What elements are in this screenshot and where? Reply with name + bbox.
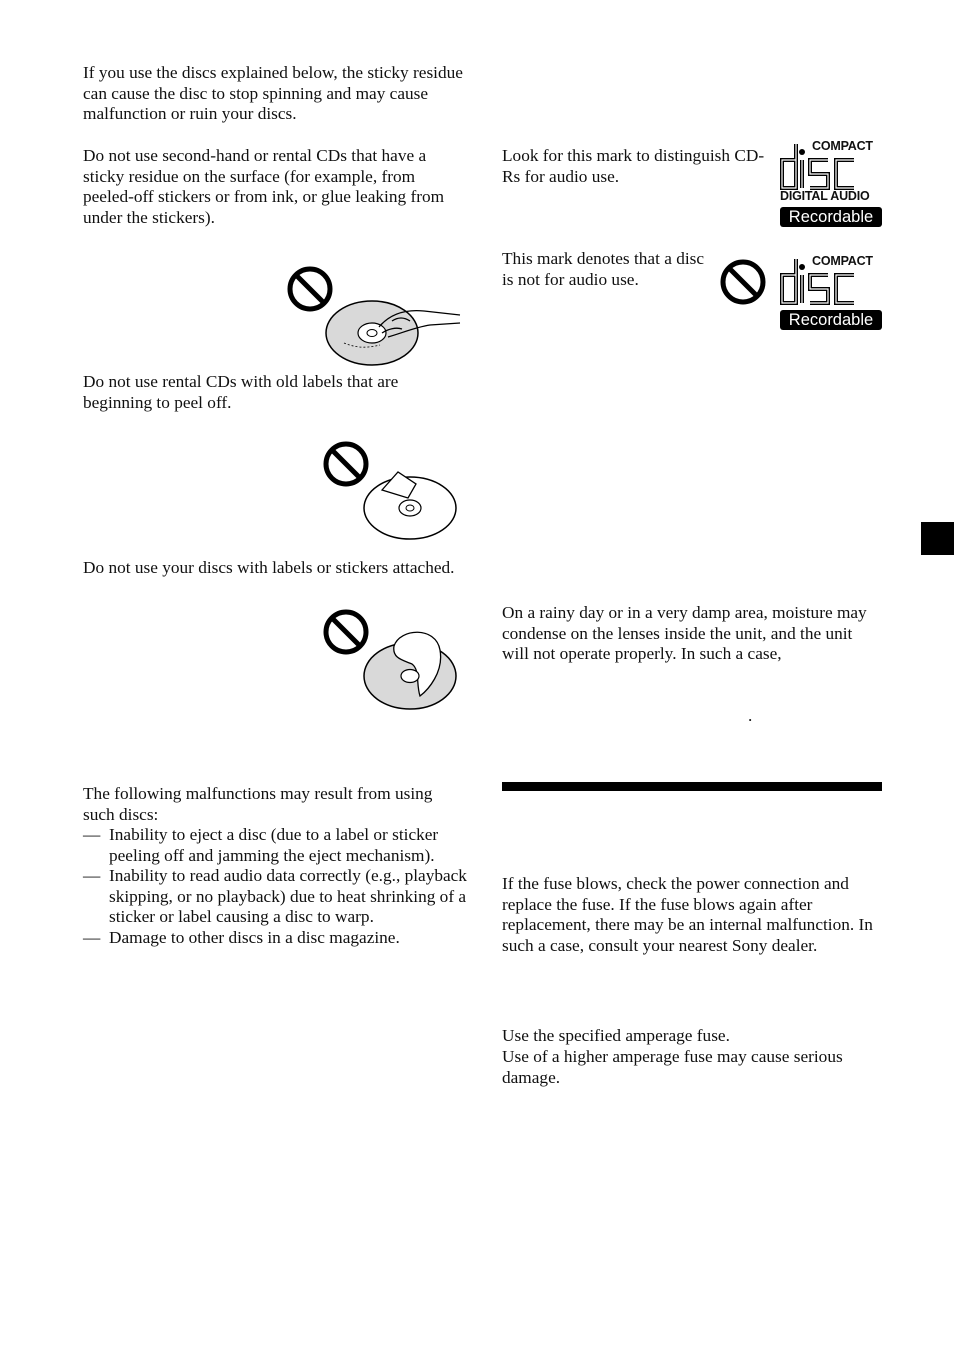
list-item: — Damage to other discs in a disc magazine. bbox=[83, 928, 468, 949]
disc-wordmark-icon bbox=[780, 254, 884, 305]
not-audio-mark-text: This mark denotes that a disc is not for audio use. bbox=[502, 249, 705, 289]
list-item: — Inability to read audio data correctly (e.g., playback skipping, or no playback) due to heat shrinking of a sticker or label causing a disc to warp. bbox=[83, 866, 468, 928]
fuse-specified-text: Use the specified amperage fuse. bbox=[502, 1026, 730, 1045]
moisture-paragraph: On a rainy day or in a very damp area, moisture may condense on the lenses inside the unit, and the unit will not operate properly. In such a case, bbox=[502, 603, 867, 664]
logo-digital-audio-text: DIGITAL AUDIO bbox=[780, 189, 870, 203]
recordable-badge: Recordable bbox=[780, 310, 882, 330]
logo-compact-text: COMPACT bbox=[812, 254, 873, 268]
malfunctions-intro: The following malfunctions may result from using such discs: bbox=[83, 784, 433, 824]
disc-wordmark-icon bbox=[780, 139, 884, 190]
list-item: — Inability to eject a disc (due to a label or sticker peeling off and jamming the eject mechanism). bbox=[83, 825, 468, 866]
fuse-warning-text: Use of a higher amperage fuse may cause serious damage. bbox=[502, 1047, 843, 1087]
cd-da-recordable-logo bbox=[780, 140, 884, 230]
section-tab-marker bbox=[921, 522, 954, 555]
logo-compact-text: COMPACT bbox=[812, 139, 873, 153]
moisture-end-period: . bbox=[748, 706, 753, 725]
cd-recordable-logo bbox=[780, 255, 884, 333]
prohibition-icon bbox=[326, 444, 366, 484]
prohibition-icon bbox=[718, 258, 768, 308]
malfunctions-list bbox=[83, 825, 468, 949]
second-hand-warning: Do not use second-hand or rental CDs that have a sticky residue on the surface (for example, from peeled-off stickers or from ink, or glue leaking from under the stickers). bbox=[83, 146, 445, 227]
disc-hand-illustration bbox=[284, 263, 464, 367]
intro-paragraph: If you use the discs explained below, the sticky residue can cause the disc to stop spinning and may cause malfunction or ruin your discs. bbox=[83, 63, 463, 124]
recordable-badge: Recordable bbox=[780, 207, 882, 227]
prohibition-icon bbox=[326, 612, 366, 652]
disc-sticker-illustration bbox=[320, 608, 462, 712]
stickers-warning: Do not use your discs with labels or stickers attached. bbox=[83, 558, 455, 577]
look-for-mark-text: Look for this mark to distinguish CD-Rs for audio use. bbox=[502, 146, 765, 186]
old-labels-warning: Do not use rental CDs with old labels that are beginning to peel off. bbox=[83, 372, 399, 412]
fuse-blows-paragraph: If the fuse blows, check the power connection and replace the fuse. If the fuse blows again after replacement, there may be an internal malfunction. In such a case, consult your nearest Sony dealer. bbox=[502, 874, 873, 955]
prohibition-icon bbox=[290, 269, 330, 309]
disc-peeling-label-illustration bbox=[320, 440, 462, 544]
section-divider bbox=[502, 782, 882, 791]
